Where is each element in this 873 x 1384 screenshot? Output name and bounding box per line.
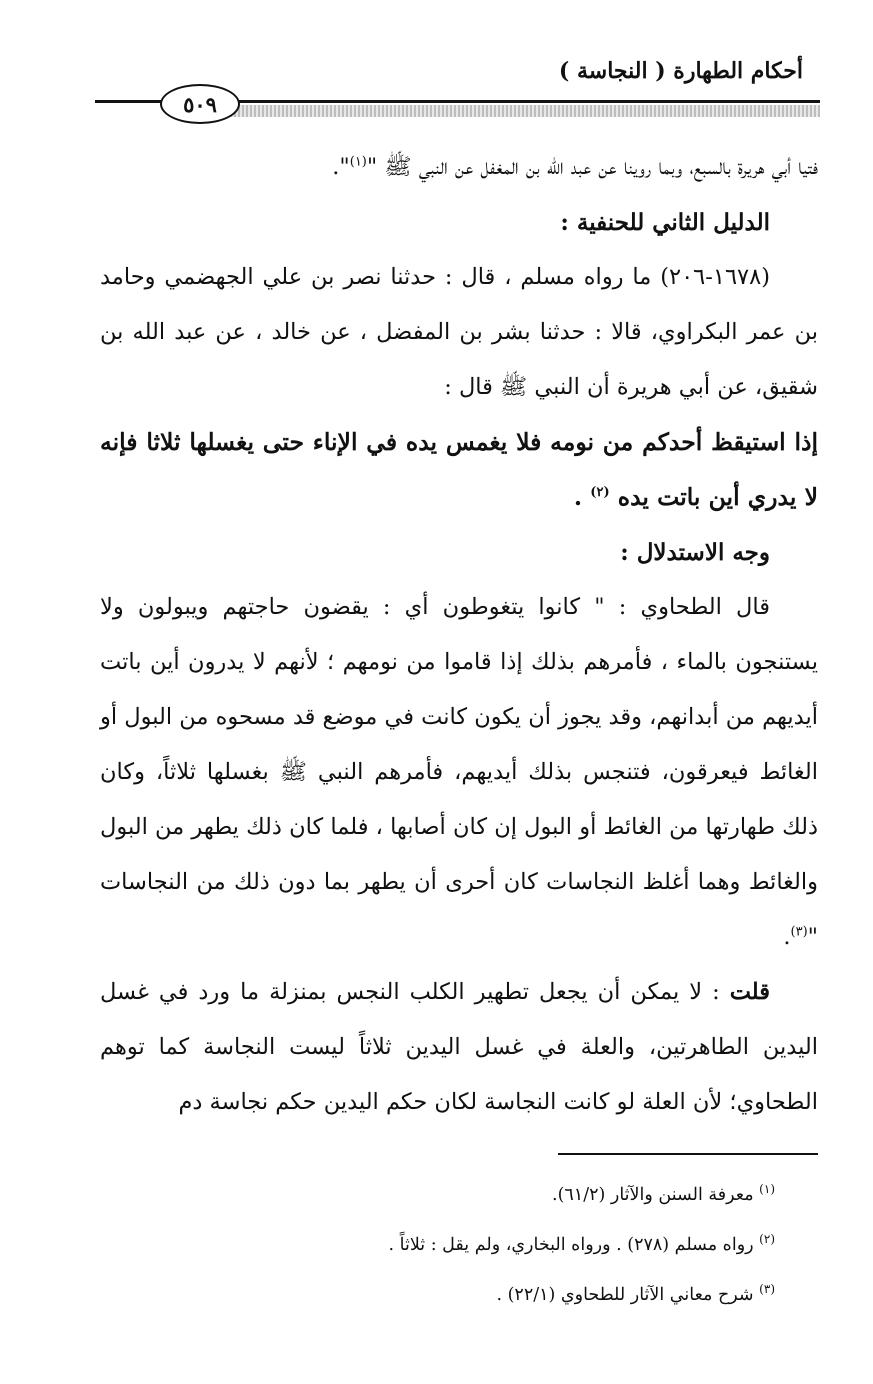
footnote-3-number: (٣) (759, 1282, 775, 1297)
page-number-badge: ٥٠٩ (160, 84, 240, 124)
footnote-1 (95, 1170, 775, 1220)
paragraph-author-comment (100, 965, 818, 1130)
header-shaded-band (230, 105, 820, 117)
qultu-label: قلت (729, 979, 770, 1005)
footnote-ref-2: (٢) (590, 485, 610, 501)
hadith-end: . (573, 483, 583, 511)
heading-second-evidence: الدليل الثاني للحنفية : (560, 209, 770, 236)
tahawi-quote-text: قال الطحاوي : " كانوا يتغوطون أي : يقضون حاجتهم ويبولون ولا يستنجون بالماء ، فأمرهم بذلك إذا قاموا من نومهم ؛ لأنهم لا يدرون أين باتت أيديهم من أبدانهم، وقد يجوز أن يكون كانت في موضع قد مسحوه من البول أو الغائط فيعرقون، فتنجس بذلك أيديهم، فأمرهم النبي ﷺ بغسلها ثلاثاً، وكان ذلك طهارتها من الغائط أو البول إن كان أصابها ، فلما كان ذلك يطهر من البول والغائط وهما أغلظ النجاسات كان أحرى أن يطهر بما دون ذلك من النجاسات " (100, 594, 818, 950)
paragraph-1 (100, 140, 818, 195)
footnote-2-number: (٢) (759, 1232, 775, 1247)
paragraph-isnad: (١٦٧٨-٢٠٦) ما رواه مسلم ، قال : حدثنا نصر بن علي الجهضمي وحامد بن عمر البكراوي، قالا : حدثنا بشر بن المفضل ، عن خالد ، عن عبد الله بن شقيق، عن أبي هريرة أن النبي ﷺ قال : (100, 264, 818, 400)
footnote-ref-1: (١) (349, 154, 367, 170)
main-text (100, 140, 818, 1130)
paragraph-1-text: فتيا أبي هريرة بالسبع، وبما روينا عن عبد الله بن المغفل عن النبي ﷺ " (366, 154, 818, 180)
footnote-3-text: شرح معاني الآثار للطحاوي (٢٢/١) . (496, 1285, 754, 1305)
footnote-separator (558, 1153, 818, 1155)
paragraph-1-end: ". (332, 154, 350, 180)
paragraph-tahawi-quote (100, 580, 818, 965)
hadith-text-block (100, 415, 818, 525)
footnotes (95, 1170, 775, 1320)
footnote-1-text: معرفة السنن والآثار (٦١/٢). (552, 1185, 754, 1205)
author-comment-text: : لا يمكن أن يجعل تطهير الكلب النجس بمنزلة ما ورد في غسل اليدين الطاهرتين، والعلة في غسل اليدين ثلاثاً ليست النجاسة كما توهم الطحاوي؛ لأن العلة لو كانت النجاسة لكان حكم اليدين حكم نجاسة دم (100, 979, 818, 1115)
tahawi-quote-end: . (783, 924, 791, 950)
running-title: أحكام الطهارة ( النجاسة ) (558, 58, 803, 84)
footnote-2-text: رواه مسلم (٢٧٨) . ورواه البخاري، ولم يقل : ثلاثاً . (388, 1235, 754, 1255)
heading-inference: وجه الاستدلال : (620, 539, 770, 566)
hadith-text: إذا استيقظ أحدكم من نومه فلا يغمس يده في الإناء حتى يغسلها ثلاثا فإنه لا يدري أين باتت يده (100, 428, 818, 511)
footnote-3 (95, 1270, 775, 1320)
footnote-ref-3: (٣) (790, 924, 808, 940)
footnote-1-number: (١) (759, 1182, 775, 1197)
footnote-2 (95, 1220, 775, 1270)
